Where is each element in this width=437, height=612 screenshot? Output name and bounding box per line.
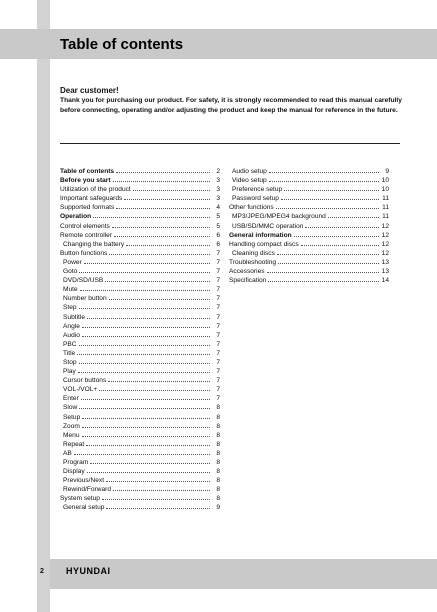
toc-entry-page: 3 [216,195,220,203]
toc-leader-dots [113,485,210,491]
toc-leader-dots [78,367,210,373]
toc-entry-page: 7 [216,395,220,403]
toc-entry-label: Mute [63,286,78,294]
toc-entry[interactable] [60,458,220,467]
toc-entry-label: Table of contents [60,168,115,175]
toc-entry-page: 8 [216,477,220,485]
toc-entry-label: Stop [63,358,77,366]
toc-entry[interactable] [229,249,389,258]
toc-entry-label: USB/SD/MMC operation [232,222,304,230]
toc-leader-dots [269,167,379,173]
toc-entry-page: 3 [216,177,220,185]
toc-leader-dots [301,240,379,246]
toc-leader-dots [82,413,210,419]
toc-leader-dots [268,276,379,282]
toc-leader-dots [93,212,210,218]
toc-entry-page: 8 [216,440,220,448]
toc-entry-page: 7 [216,268,220,276]
toc-entry-label: Button functions [60,249,108,257]
toc-entry-label: Important safeguards [60,195,123,203]
toc-entry-page: 8 [216,413,220,421]
toc-entry[interactable] [60,485,220,494]
toc-entry[interactable] [229,203,389,212]
toc-entry-page: 8 [216,404,220,412]
toc-entry[interactable] [229,176,389,185]
toc-entry-label: Video setup [232,177,267,185]
toc-entry[interactable] [60,167,220,176]
toc-entry-page: 5 [216,213,220,221]
toc-entry-page: 8 [216,449,220,457]
toc-leader-dots [108,376,210,382]
toc-entry[interactable] [60,476,220,485]
toc-entry[interactable] [229,212,389,221]
toc-entry-page: 7 [216,304,220,312]
toc-leader-dots [112,222,210,228]
toc-column-left [60,167,220,513]
toc-entry-label: DVD/SD/USB [63,277,104,285]
toc-entry-label: Goto [63,268,78,276]
toc-entry-page: 2 [216,168,220,175]
toc-entry[interactable] [60,203,220,212]
toc-leader-dots [102,494,210,500]
toc-entry-page: 5 [216,222,220,230]
toc-entry[interactable] [60,185,220,194]
toc-entry-label: Control elements [60,222,110,230]
toc-entry[interactable] [60,303,220,312]
toc-entry[interactable] [60,349,220,358]
toc-entry-label: Specification [229,277,267,285]
toc-entry-page: 6 [216,240,220,248]
toc-entry-label: Setup [63,413,81,421]
greeting: Dear customer! [60,86,119,95]
toc-leader-dots [305,222,379,228]
toc-leader-dots [77,349,210,355]
toc-leader-dots [281,194,379,200]
toc-entry[interactable] [60,449,220,458]
toc-entry-page: 8 [216,486,220,494]
toc-entry-page: 8 [216,459,220,466]
toc-entry-page: 7 [216,368,220,376]
toc-leader-dots [80,285,210,291]
toc-entry-page: 8 [216,431,220,439]
toc-leader-dots [79,358,210,364]
toc-entry-label: Remote controller [60,231,113,239]
toc-entry[interactable] [60,231,220,240]
toc-entry[interactable] [60,340,220,349]
toc-entry-label: Program [63,459,89,466]
toc-leader-dots [79,267,210,273]
toc-leader-dots [116,203,210,209]
toc-leader-dots [109,294,210,300]
toc-entry-label: Supported formats [60,204,115,212]
toc-entry-page: 7 [216,258,220,266]
toc-entry-label: PBC [63,340,77,348]
toc-entry-page: 7 [216,322,220,330]
toc-leader-dots [99,385,210,391]
toc-entry-label: Title [63,349,76,357]
toc-entry[interactable] [229,185,389,194]
toc-entry-page: 7 [216,386,220,394]
toc-entry-page: 11 [382,213,389,221]
toc-entry-page: 8 [216,495,220,503]
toc-entry-page: 14 [381,277,389,285]
toc-entry-page: 10 [381,177,389,185]
page-number: 2 [40,568,44,575]
toc-leader-dots [278,258,379,264]
divider [60,143,400,144]
toc-entry[interactable] [60,413,220,422]
toc-entry-page: 12 [381,240,389,248]
toc-entry[interactable] [60,258,220,267]
brand-logo: HYUNDAI [66,566,111,576]
toc-entry[interactable] [229,194,389,203]
toc-entry-label: Play [63,368,76,376]
toc-entry-page: 7 [216,340,220,348]
toc-leader-dots [284,185,379,191]
toc-entry[interactable] [60,385,220,394]
toc-entry[interactable] [60,212,220,221]
toc-entry[interactable] [60,294,220,303]
toc-entry-label: VOL-/VOL+ [63,386,98,394]
toc-entry-page: 7 [216,358,220,366]
toc-entry-page: 7 [216,286,220,294]
toc-entry-page: 12 [381,231,389,239]
toc-entry-page: 8 [216,422,220,430]
toc-entry[interactable] [60,422,220,431]
toc-entry-page: 9 [216,504,220,512]
toc-leader-dots [90,458,210,464]
toc-column-right [229,167,389,285]
side-accent-bar [37,0,50,612]
toc-entry[interactable] [60,176,220,185]
toc-entry[interactable] [60,276,220,285]
toc-entry-label: Subtitle [63,313,85,321]
toc-entry[interactable] [229,240,389,249]
toc-entry[interactable] [60,394,220,403]
toc-entry-page: 7 [216,295,220,303]
toc-entry[interactable] [60,313,220,322]
toc-leader-dots [133,185,210,191]
toc-entry-page: 9 [385,168,389,175]
toc-entry-page: 10 [381,186,389,194]
toc-entry-label: Slow [63,404,78,412]
toc-entry-label: Audio [63,331,80,339]
toc-entry-page: 8 [216,468,220,476]
toc-entry-page: 3 [216,186,220,194]
toc-entry-label: Rewind/Forward [63,486,112,494]
toc-entry[interactable] [229,267,389,276]
toc-entry-label: Menu [63,431,80,439]
toc-entry-page: 7 [216,377,220,385]
toc-entry[interactable] [60,331,220,340]
toc-entry-label: Previous/Next [63,477,105,485]
toc-entry-page: 13 [381,268,389,276]
toc-leader-dots [87,313,210,319]
toc-entry[interactable] [60,503,220,512]
toc-entry[interactable] [60,440,220,449]
toc-entry[interactable] [229,167,389,176]
toc-leader-dots [79,303,210,309]
toc-entry-page: 12 [381,222,389,230]
toc-entry-label: Repeat [63,440,85,448]
toc-entry[interactable] [60,403,220,412]
toc-entry-label: Step [63,304,77,312]
toc-leader-dots [109,249,210,255]
toc-leader-dots [114,231,210,237]
toc-entry-label: Zoom [63,422,80,430]
toc-entry-page: 4 [216,204,220,212]
toc-entry-label: Angle [63,322,80,330]
toc-entry-page: 7 [216,277,220,285]
toc-entry-label: Changing the battery [63,240,125,248]
toc-entry[interactable] [60,194,220,203]
toc-entry[interactable] [60,249,220,258]
toc-leader-dots [116,167,210,173]
toc-entry-page: 13 [381,258,389,266]
toc-leader-dots [124,194,210,200]
toc-entry-label: Power [63,258,82,266]
toc-leader-dots [113,176,210,182]
toc-entry-label: Password setup [232,195,279,203]
toc-leader-dots [106,476,210,482]
toc-leader-dots [79,403,210,409]
toc-leader-dots [267,267,379,273]
toc-entry-label: Troubleshooting [229,258,277,266]
toc-leader-dots [82,431,211,437]
toc-entry[interactable] [60,285,220,294]
toc-leader-dots [294,231,379,237]
toc-leader-dots [328,212,379,218]
toc-entry-label: Audio setup [232,168,267,175]
page-title: Table of contents [60,36,184,53]
toc-entry[interactable] [60,431,220,440]
toc-entry-label: Accessories [229,268,265,276]
toc-entry-label: Handling compact discs [229,240,299,248]
toc-leader-dots [82,331,210,337]
toc-leader-dots [82,422,210,428]
toc-entry[interactable] [60,467,220,476]
toc-entry-label: Cursor buttons [63,377,107,385]
toc-entry-page: 11 [382,204,389,212]
toc-entry-label: Display [63,468,85,476]
toc-entry[interactable] [229,222,389,231]
toc-entry[interactable] [60,267,220,276]
toc-entry-page: 7 [216,249,220,257]
toc-leader-dots [269,176,379,182]
toc-entry-page: 7 [216,331,220,339]
toc-entry[interactable] [60,322,220,331]
toc-entry-label: General information [229,231,292,239]
toc-entry[interactable] [229,276,389,285]
toc-leader-dots [79,340,210,346]
toc-entry[interactable] [229,258,389,267]
toc-entry-label: Before you start [60,177,111,185]
toc-entry[interactable] [60,494,220,503]
toc-entry-label: AB [63,449,72,457]
toc-entry-label: Enter [63,395,79,403]
toc-leader-dots [84,258,210,264]
toc-entry-page: 11 [382,195,389,203]
toc-leader-dots [82,322,210,328]
intro-text: Thank you for purchasing our product. For safety, it is strongly recommended to read this manual carefully before connecting, operating and/or adjusting the product and keep the manual for reference in the future. [60,97,402,114]
toc-entry-label: Other functions [229,204,274,212]
toc-leader-dots [106,503,210,509]
toc-entry-label: Preference setup [232,186,283,194]
toc-leader-dots [105,276,210,282]
toc-leader-dots [74,449,210,455]
toc-entry[interactable] [60,222,220,231]
toc-entry-label: General setup [63,504,105,512]
toc-leader-dots [81,394,210,400]
toc-entry-page: 7 [216,313,220,321]
toc-entry-label: Operation [60,213,92,221]
toc-entry-page: 7 [216,349,220,357]
toc-entry[interactable] [60,367,220,376]
toc-leader-dots [277,249,379,255]
toc-entry-page: 6 [216,231,220,239]
toc-entry[interactable] [60,240,220,249]
toc-entry-label: Utilization of the product [60,186,131,194]
toc-leader-dots [276,203,379,209]
toc-entry-label: Number button [63,295,107,303]
toc-leader-dots [126,240,210,246]
toc-leader-dots [87,467,210,473]
toc-entry[interactable] [60,376,220,385]
toc-entry[interactable] [229,231,389,240]
toc-entry-label: System setup [60,495,100,503]
toc-entry-label: Cleaning discs [232,249,275,257]
toc-entry-label: MP3/JPEG/MPEG4 background [232,213,326,221]
toc-entry-page: 12 [381,249,389,257]
toc-entry[interactable] [60,358,220,367]
toc-leader-dots [86,440,210,446]
